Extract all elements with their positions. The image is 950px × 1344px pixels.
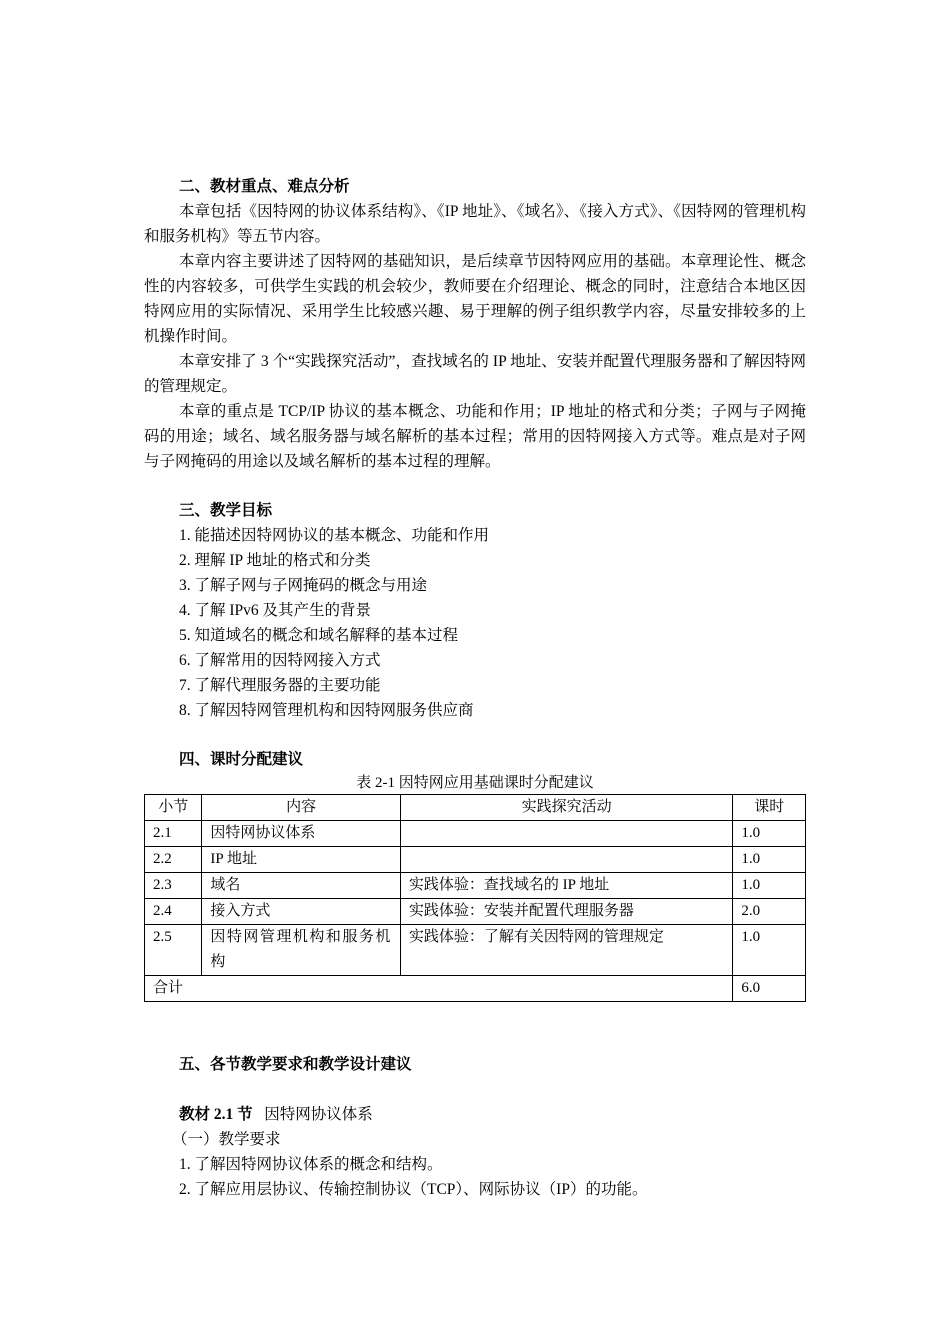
header-cell: 实践探究活动 <box>400 795 733 821</box>
objective-item: 6. 了解常用的因特网接入方式 <box>179 652 381 669</box>
table-cell: 2.1 <box>145 821 202 847</box>
table-row <box>145 925 806 976</box>
table-cell: IP 地址 <box>202 847 401 873</box>
table-total-row <box>145 976 806 1002</box>
table-row <box>145 899 806 925</box>
objective-item: 4. 了解 IPv6 及其产生的背景 <box>179 602 372 619</box>
table-cell: 实践体验：查找域名的 IP 地址 <box>400 873 733 899</box>
header-cell: 课时 <box>733 795 806 821</box>
requirement-item: 2. 了解应用层协议、传输控制协议（TCP）、网际协议（IP）的功能。 <box>179 1181 648 1198</box>
header-cell: 小节 <box>145 795 202 821</box>
section5-heading: 五、各节教学要求和教学设计建议 <box>179 1056 412 1073</box>
table-cell: 实践体验：了解有关因特网的管理规定 <box>400 925 733 976</box>
objective-item: 8. 了解因特网管理机构和因特网服务供应商 <box>179 702 474 719</box>
section4-heading: 四、课时分配建议 <box>179 751 304 768</box>
section2-paragraph: 本章的重点是 TCP/IP 协议的基本概念、功能和作用；IP 地址的格式和分类；子网与子网掩码的用途；域名、域名服务器与域名解析的基本过程；常用的因特网接入方式等。难点是对子网与子网掩码的用途以及域名解析的基本过程的理解。 <box>144 403 806 470</box>
total-label: 合计 <box>145 976 733 1002</box>
table-cell: 2.5 <box>145 925 202 976</box>
objective-item: 5. 知道域名的概念和域名解释的基本过程 <box>179 627 459 644</box>
section3-heading: 三、教学目标 <box>179 502 273 519</box>
table-cell: 2.0 <box>733 899 806 925</box>
section2-paragraph: 本章内容主要讲述了因特网的基础知识，是后续章节因特网应用的基础。本章理论性、概念性的内容较多，可供学生实践的机会较少，教师要在介绍理论、概念的同时，注意结合本地区因特网应用的实际情况、采用学生比较感兴趣、易于理解的例子组织教学内容，尽量安排较多的上机操作时间。 <box>144 253 806 345</box>
table-cell: 1.0 <box>733 847 806 873</box>
table-cell: 1.0 <box>733 873 806 899</box>
subsection-title <box>144 1102 806 1127</box>
table-cell <box>400 821 733 847</box>
objective-item: 3. 了解子网与子网掩码的概念与用途 <box>179 577 428 594</box>
requirement-item: 1. 了解因特网协议体系的概念和结构。 <box>179 1156 443 1173</box>
table-row <box>145 873 806 899</box>
table-cell: 2.2 <box>145 847 202 873</box>
table-row <box>145 821 806 847</box>
table-cell: 2.3 <box>145 873 202 899</box>
objective-item: 1. 能描述因特网协议的基本概念、功能和作用 <box>179 527 490 544</box>
objective-item: 2. 理解 IP 地址的格式和分类 <box>179 552 371 569</box>
requirement-heading: （一）教学要求 <box>172 1131 281 1148</box>
document-content <box>144 174 806 1202</box>
objective-item: 7. 了解代理服务器的主要功能 <box>179 677 381 694</box>
section2-heading: 二、教材重点、难点分析 <box>179 178 350 195</box>
table-cell: 1.0 <box>733 821 806 847</box>
table-cell: 接入方式 <box>202 899 401 925</box>
table-cell: 域名 <box>202 873 401 899</box>
table-cell <box>400 847 733 873</box>
table-cell: 1.0 <box>733 925 806 976</box>
table-row <box>145 847 806 873</box>
subsection-number: 教材 2.1 节 <box>179 1106 253 1123</box>
table-caption: 表 2-1 因特网应用基础课时分配建议 <box>356 775 594 791</box>
subsection-name: 因特网协议体系 <box>264 1106 373 1123</box>
schedule-table <box>144 794 806 1002</box>
section2-paragraph: 本章安排了 3 个“实践探究活动”，查找域名的 IP 地址、安装并配置代理服务器和了解因特网的管理规定。 <box>144 353 806 395</box>
table-cell: 2.4 <box>145 899 202 925</box>
section2-paragraph: 本章包括《因特网的协议体系结构》、《IP 地址》、《域名》、《接入方式》、《因特网的管理机构和服务机构》等五节内容。 <box>144 203 806 245</box>
table-cell: 因特网管理机构和服务机构 <box>202 925 401 976</box>
total-value: 6.0 <box>733 976 806 1002</box>
table-cell: 实践体验：安装并配置代理服务器 <box>400 899 733 925</box>
table-cell: 因特网协议体系 <box>202 821 401 847</box>
header-cell: 内容 <box>202 795 401 821</box>
table-header-row <box>145 795 806 821</box>
